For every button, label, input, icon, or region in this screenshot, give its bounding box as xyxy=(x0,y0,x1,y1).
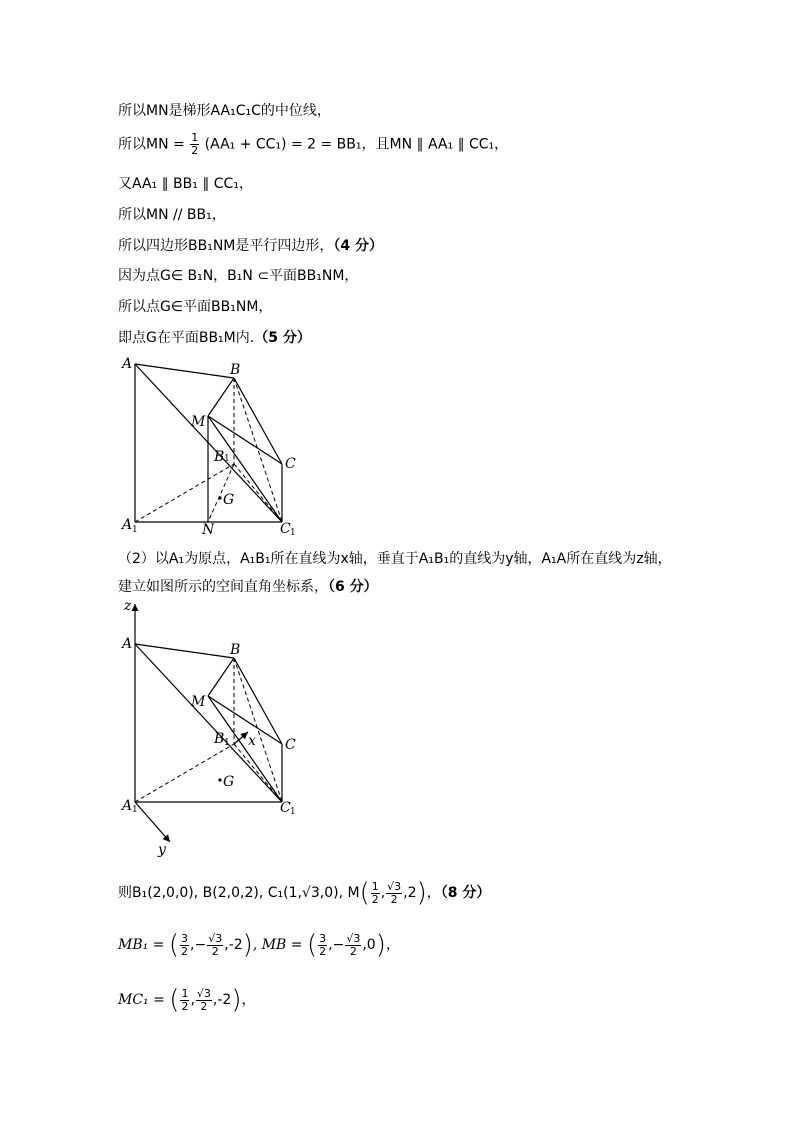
text-line-11: 则B₁(2,0,0), B(2,0,2), C₁(1,√3,0), M( $\frac{1}{2}$ , $\frac{√3}{2}$ ,2)，（8 分） xyxy=(118,878,491,908)
frac-den: 2 xyxy=(349,944,357,958)
text-line-4: 所以MN // BB₁， xyxy=(118,207,226,223)
vec-MB-lhs: , MB = xyxy=(252,937,303,953)
mb-x xyxy=(318,933,327,958)
text-line-12: MB₁ = ( $\frac{3}{2}$ ,− $\frac{√3}{2}$ ,-2), MB = ( $\frac{3}{2}$ ,− $\frac{√3}{2}$ ,0)， xyxy=(118,930,400,960)
mb-z: 0 xyxy=(366,937,376,953)
label-A1-sub: 1 xyxy=(132,525,138,535)
frac-den: 2 xyxy=(181,999,189,1013)
frac-num: 3 xyxy=(319,931,327,945)
frac-num: √3 xyxy=(208,931,223,945)
m-z: 2 xyxy=(407,885,417,901)
label-G: G xyxy=(223,774,235,790)
line8-text: 即点G在平面BB₁M内. xyxy=(118,330,255,346)
label-C1: C xyxy=(280,800,291,816)
axis-z-label: z xyxy=(124,598,132,614)
label-M: M xyxy=(191,414,206,430)
mc1-x xyxy=(180,988,189,1013)
figure-2-coordinate xyxy=(110,598,330,860)
text-line-9: （2）以A₁为原点，A₁B₁所在直线为x轴，垂直于A₁B₁的直线为y轴，A₁A所在直线为z轴， xyxy=(118,551,672,567)
fraction-num: 1 xyxy=(191,131,199,144)
frac-den: 2 xyxy=(181,944,189,958)
frac-num: 1 xyxy=(181,986,189,1000)
label-B: B xyxy=(230,362,241,378)
frac-num: 1 xyxy=(371,879,379,893)
label-N: N xyxy=(202,522,215,538)
mb1-z: -2 xyxy=(228,937,243,953)
vec-MB1-lhs: MB₁ = xyxy=(118,937,165,953)
axis-y-label: y xyxy=(158,842,166,858)
score-5: （5 分） xyxy=(254,330,311,346)
label-C1-sub: 1 xyxy=(290,528,296,538)
fraction-den: 2 xyxy=(191,144,199,157)
text-line-13: MC₁ = ( $\frac{1}{2}$ , $\frac{√3}{2}$ ,-2)， xyxy=(118,985,256,1015)
label-G: G xyxy=(223,492,235,508)
label-M: M xyxy=(191,694,206,710)
coords-text: 则B₁(2,0,0), B(2,0,2), C₁(1,√3,0), M xyxy=(118,885,360,901)
paren-open: ( xyxy=(168,930,180,960)
m-y-frac xyxy=(386,881,402,906)
label-A: A xyxy=(122,636,133,652)
label-A1: A xyxy=(122,517,133,533)
frac-den: 2 xyxy=(211,944,219,958)
score-6: （6 分） xyxy=(328,579,378,595)
frac-num: √3 xyxy=(346,931,361,945)
text-line-7: 所以点G∈平面BB₁NM， xyxy=(118,299,273,315)
frac-den: 2 xyxy=(319,944,327,958)
frac-num: √3 xyxy=(196,986,211,1000)
mb-y xyxy=(345,933,361,958)
line5-text: 所以四边形BB₁NM是平行四边形， xyxy=(118,238,334,254)
frac-den: 2 xyxy=(371,892,379,906)
label-B1-sub: 1 xyxy=(224,738,230,748)
frac-num: 3 xyxy=(181,931,189,945)
paren-open: ( xyxy=(306,930,318,960)
label-A1: A xyxy=(122,798,133,814)
label-B1-sub: 1 xyxy=(224,454,230,464)
mc1-y xyxy=(196,988,212,1013)
frac-den: 2 xyxy=(200,999,208,1013)
paren-close: ) xyxy=(416,878,427,908)
label-C1: C xyxy=(280,521,291,537)
label-B: B xyxy=(230,642,241,658)
paren-close: ) xyxy=(242,930,253,960)
label-C: C xyxy=(285,456,296,472)
paren-close: ) xyxy=(375,930,386,960)
text-line-8 xyxy=(118,327,311,347)
score-4: （4 分） xyxy=(333,238,383,254)
label-C1-sub: 1 xyxy=(290,807,296,817)
label-A1-sub: 1 xyxy=(132,805,138,815)
text-line-1: 所以MN是梯形AA₁C₁C的中位线， xyxy=(118,103,331,119)
text-line-2 xyxy=(118,132,508,157)
line2-part-a: 所以MN = xyxy=(118,136,185,153)
paren-close: ) xyxy=(231,985,242,1015)
paren-open: ( xyxy=(169,985,180,1015)
text-line-5 xyxy=(118,235,383,255)
fraction-half xyxy=(190,132,199,157)
line2-part-b: (AA₁ + CC₁) = 2 = BB₁，且MN ∥ AA₁ ∥ CC₁， xyxy=(204,136,509,153)
text-line-3: 又AA₁ ∥ BB₁ ∥ CC₁， xyxy=(118,176,253,192)
paren-open: ( xyxy=(359,878,370,908)
label-C: C xyxy=(285,737,296,753)
label-B1: B xyxy=(214,449,225,465)
figure-1-prism xyxy=(110,350,330,540)
mc1-z: -2 xyxy=(217,992,232,1008)
m-x-frac xyxy=(371,881,380,906)
label-B1: B xyxy=(214,731,225,747)
line10-text: 建立如图所示的空间直角坐标系， xyxy=(118,579,328,595)
label-A: A xyxy=(122,356,133,372)
score-8: （8 分） xyxy=(440,885,491,901)
frac-den: 2 xyxy=(390,892,398,906)
text-line-10 xyxy=(118,576,378,596)
mb1-y xyxy=(207,933,223,958)
vec-MC1-lhs: MC₁ = xyxy=(118,992,165,1008)
text-line-6: 因为点G∈ B₁N，B₁N ⊂平面BB₁NM， xyxy=(118,268,359,284)
mb1-x xyxy=(180,933,189,958)
frac-num: √3 xyxy=(387,879,402,893)
axis-x-label: x xyxy=(248,733,256,749)
